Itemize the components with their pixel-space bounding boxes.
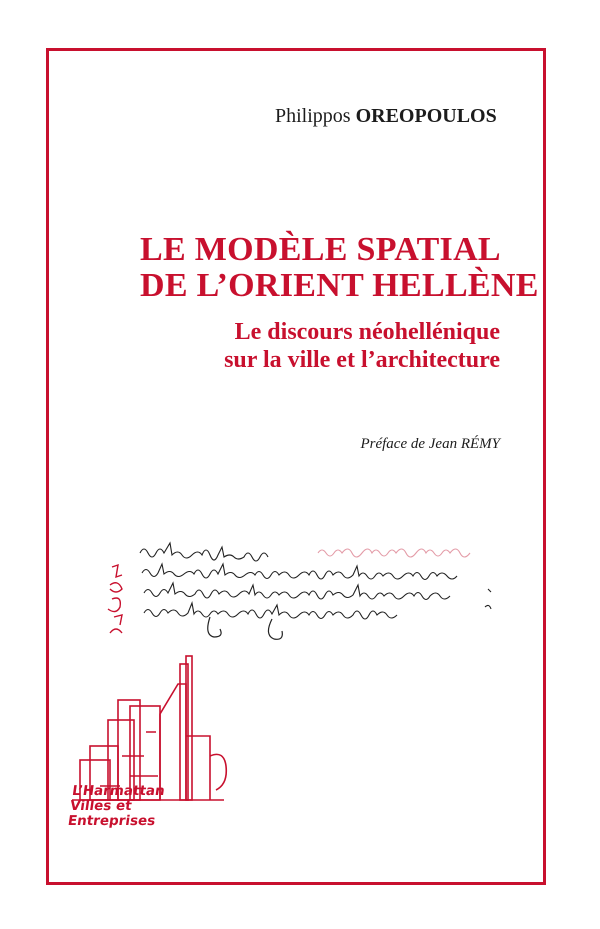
- book-subtitle: [140, 318, 500, 374]
- author-surname: OREOPOULOS: [355, 105, 497, 127]
- publisher-logo-text: [67, 784, 213, 829]
- preface-credit: Préface de Jean RÉMY: [360, 436, 500, 452]
- handwritten-manuscript-image: [100, 495, 500, 655]
- author-name: [275, 105, 495, 128]
- publisher-name: L’Harmattan: [71, 783, 166, 799]
- subtitle-line-1: Le discours néohellénique: [234, 319, 500, 345]
- title-line-2: DE L’ORIENT HELLÈNE: [140, 267, 539, 304]
- author-first-name: Philippos: [275, 105, 351, 127]
- book-title: [140, 231, 539, 304]
- publisher-collection: Villes et Entreprises: [66, 798, 157, 829]
- title-line-1: LE MODÈLE SPATIAL: [140, 231, 501, 268]
- subtitle-line-2: sur la ville et l’architecture: [224, 347, 500, 373]
